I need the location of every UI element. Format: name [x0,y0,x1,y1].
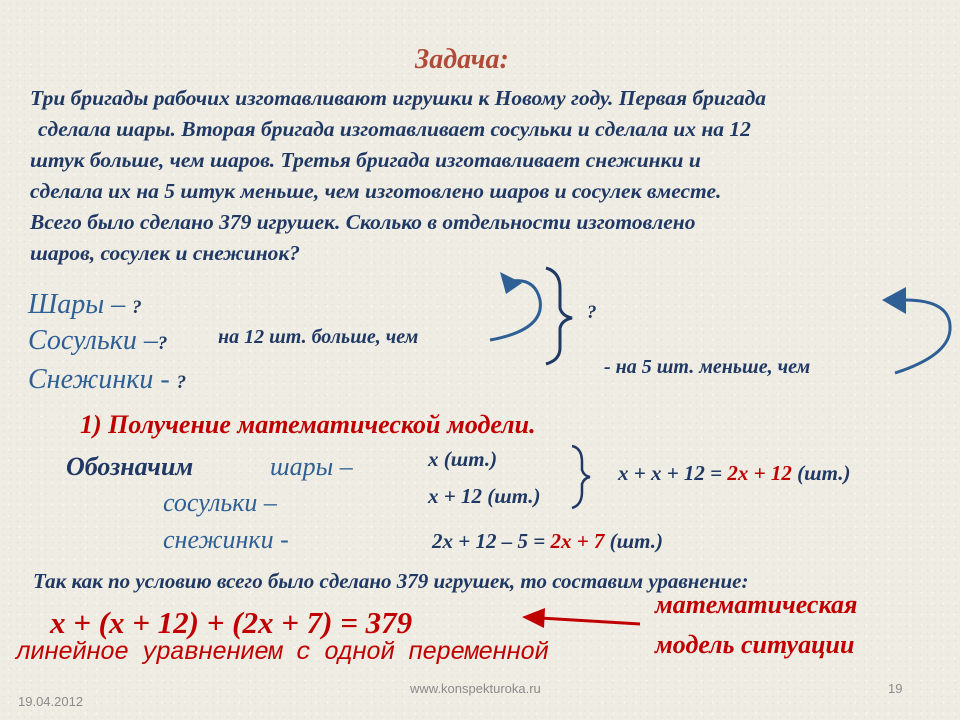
footer-page-number: 19 [888,681,903,696]
note-less: - на 5 шт. меньше, чем [604,356,811,378]
problem-line: сделала шары. Вторая бригада изготавливает сосульки и сделала их на 12 [38,117,751,141]
word-icicles: сосульки – [163,488,277,517]
footer-site: www.konspekturoka.ru [410,681,541,696]
equation: x + (x + 12) + (2x + 7) = 379 [50,605,413,640]
note-more: на 12 шт. больше, чем [218,326,419,348]
step-heading: 1) Получение математической модели. [80,410,536,439]
linear-equation-label: линейное уравнением с одной переменной [16,638,549,667]
expr-balls: x (шт.) [428,447,498,471]
condition-snowflakes-label: Снежинки - [28,364,170,395]
problem-line: штук больше, чем шаров. Третья бригада изготавливает снежинки и [30,148,701,172]
word-balls: шары – [270,452,353,481]
expr-sum-unit: (шт.) [791,461,851,485]
footer-date: 19.04.2012 [18,694,84,709]
condition-icicles-label: Сосульки – [28,325,158,356]
problem-line: сделала их на 5 штук меньше, чем изготовлено шаров и сосулек вместе. [30,179,722,203]
conclusion-text: Так как по условию всего было сделано 379 игрушек, то составим уравнение: [33,569,749,593]
arrowhead-icon [500,272,522,294]
model-label-line2: модель ситуации [655,630,855,659]
condition-balls-label: Шары – [28,289,126,320]
slide-title: Задача: [415,44,509,75]
model-arrow-line [540,618,640,624]
total-question: ? [587,302,597,323]
word-snowflakes: снежинки - [163,525,289,554]
expr-snow-red: 2x + 7 [550,529,605,553]
problem-line: шаров, сосулек и снежинок? [30,241,301,265]
problem-line: Три бригады рабочих изготавливают игрушки к Новому году. Первая бригада [30,86,766,110]
curly-brace-icon [546,268,572,364]
condition-balls-question: ? [132,297,142,318]
model-arrowhead-icon [522,608,545,628]
denote-label: Обозначим [66,452,194,481]
condition-snowflakes-question: ? [176,372,187,393]
expr-sum-red: 2x + 12 [727,461,792,485]
curved-arrow-icon [490,281,540,340]
problem-line: Всего было сделано 379 игрушек. Сколько в отдельности изготовлено [30,210,696,234]
expr-snow-unit: (шт.) [604,529,663,553]
expr-sum-left: x + x + 12 = [618,461,728,485]
condition-icicles-question: ? [157,333,168,354]
small-brace-icon [572,446,590,508]
expr-snow-left: 2x + 12 – 5 = [432,529,551,553]
expr-icicles: x + 12 (шт.) [428,484,541,508]
arrowhead-right-icon [882,287,906,314]
model-label-line1: математическая [655,590,858,619]
